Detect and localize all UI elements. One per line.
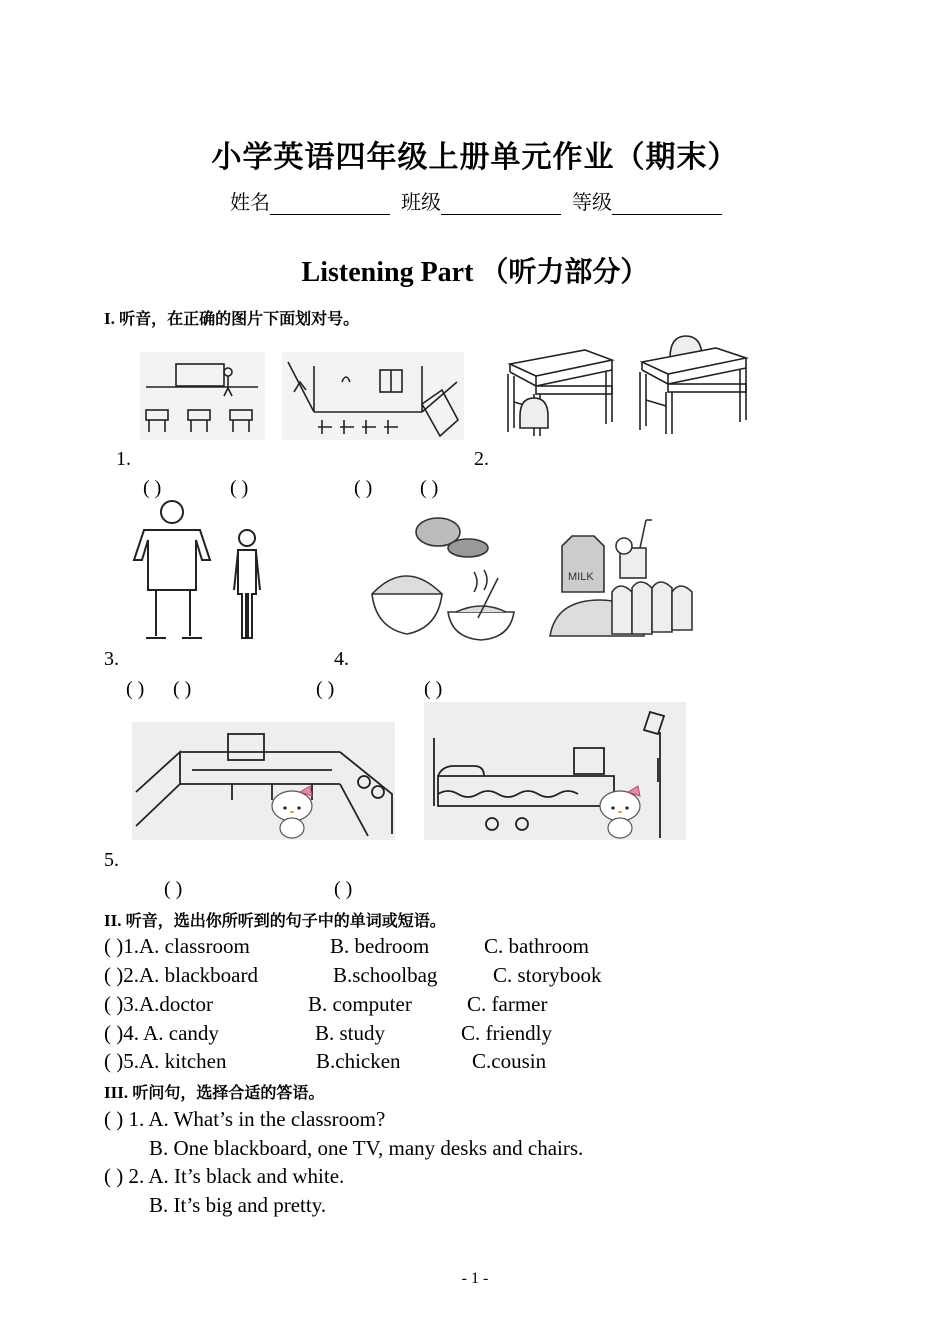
class-blank[interactable] [441, 194, 561, 215]
answer-paren[interactable]: ( ) [354, 477, 373, 499]
question-3-1-a: ( ) 1. A. What’s in the classroom? [104, 1107, 386, 1131]
question-3-2-b: B. It’s big and pretty. [149, 1193, 327, 1217]
option-row-2-c: C. storybook [493, 963, 602, 987]
name-blank[interactable] [270, 194, 390, 215]
option-row-5-a: ( )5.A. kitchen [104, 1049, 227, 1073]
option-row-1-b: B. bedroom [330, 934, 430, 958]
section-3-instruction: 听问句，选择合适的答语。 [132, 1083, 325, 1102]
page-number: - 1 - [461, 1270, 489, 1287]
question-number-3: 3. [104, 648, 119, 670]
question-number-5: 5. [104, 849, 119, 871]
section-2-heading [104, 908, 446, 931]
option-row-1-c: C. bathroom [484, 934, 589, 958]
answer-paren[interactable]: ( ) [143, 477, 162, 499]
option-row-5-c: C.cousin [472, 1049, 547, 1073]
rice-noodles-food-image [368, 508, 518, 644]
option-row-4-a: ( )4. A. candy [104, 1021, 219, 1045]
answer-paren[interactable]: ( ) [334, 878, 353, 900]
bedroom-sketch-image [424, 702, 686, 840]
answer-paren[interactable]: ( ) [420, 477, 439, 499]
option-row-3-c: C. farmer [467, 992, 548, 1016]
answer-paren[interactable]: ( ) [230, 477, 249, 499]
fat-and-thin-man-image [130, 500, 275, 645]
answer-paren[interactable]: ( ) [126, 678, 145, 700]
section-1-roman: I. [104, 309, 115, 328]
option-row-2-a: ( )2.A. blackboard [104, 963, 258, 987]
classroom-sketch-2-image [282, 352, 464, 440]
grade-label: 等级 [572, 192, 612, 214]
class-label: 班级 [401, 192, 441, 214]
question-3-2-a: ( ) 2. A. It’s black and white. [104, 1164, 345, 1188]
answer-paren[interactable]: ( ) [424, 678, 443, 700]
option-row-4-c: C. friendly [461, 1021, 552, 1045]
svg-text:MILK: MILK [568, 571, 594, 583]
page-title: 小学英语四年级上册单元作业（期末） [211, 140, 739, 175]
section-3-heading [104, 1080, 324, 1103]
answer-paren[interactable]: ( ) [316, 678, 335, 700]
name-label: 姓名 [230, 192, 270, 214]
answer-paren[interactable]: ( ) [164, 878, 183, 900]
desk-with-bag-under-image [500, 346, 615, 438]
question-number-2: 2. [474, 448, 489, 470]
section-1-heading [104, 306, 359, 329]
option-row-2-b: B.schoolbag [333, 963, 438, 987]
section-3-roman: III. [104, 1083, 129, 1102]
section-2-instruction: 听音，选出你所听到的句子中的单词或短语。 [125, 911, 446, 930]
question-number-1: 1. [116, 448, 131, 470]
classroom-sketch-1-image [140, 352, 265, 440]
option-row-1-a: ( )1.A. classroom [104, 934, 250, 958]
grade-blank[interactable] [612, 194, 722, 215]
answer-paren[interactable]: ( ) [173, 678, 192, 700]
student-info-fields [230, 186, 728, 215]
section-2-roman: II. [104, 911, 122, 930]
kitchen-sketch-image [132, 722, 395, 840]
desk-with-bag-on-top-image [636, 330, 751, 436]
question-number-4: 4. [334, 648, 349, 670]
listening-part-heading: Listening Part （听力部分） [301, 257, 649, 288]
milk-juice-bread-image [548, 518, 698, 644]
question-3-1-b: B. One blackboard, one TV, many desks and chairs. [149, 1136, 584, 1160]
section-1-instruction: 听音，在正确的图片下面划对号。 [119, 309, 360, 328]
option-row-4-b: B. study [315, 1021, 386, 1045]
option-row-3-b: B. computer [308, 992, 412, 1016]
option-row-5-b: B.chicken [316, 1049, 401, 1073]
option-row-3-a: ( )3.A.doctor [104, 992, 214, 1016]
